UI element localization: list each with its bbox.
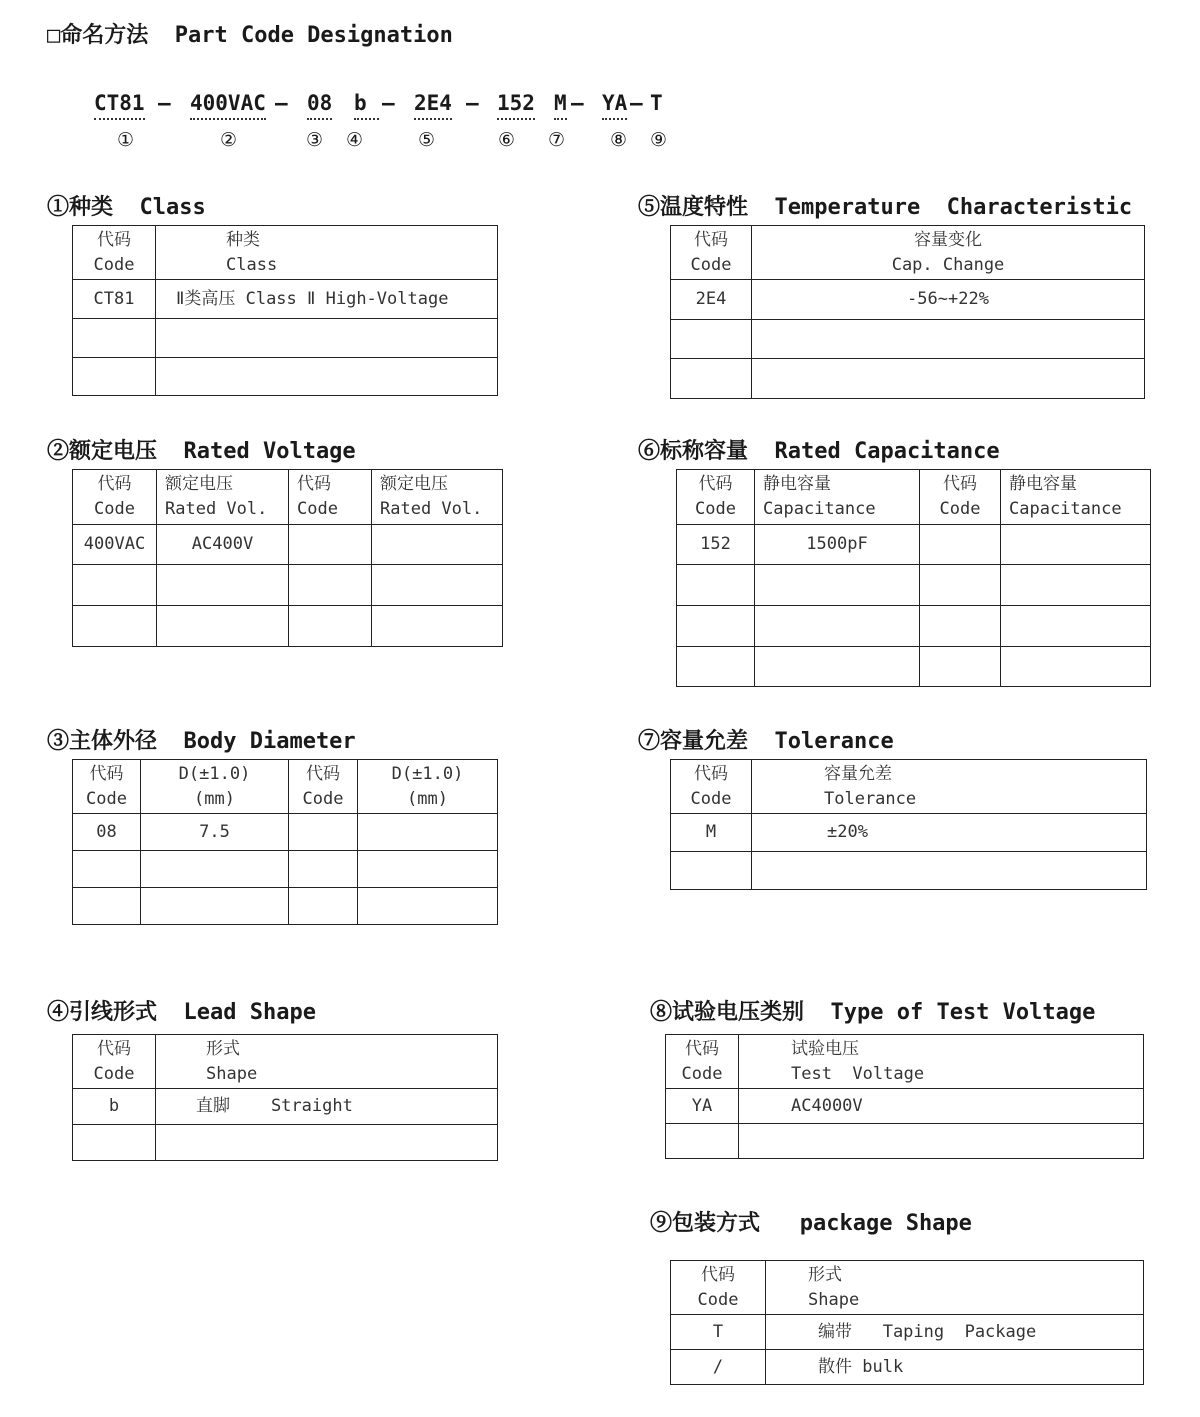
code-segment-test-voltage: YA <box>602 88 627 120</box>
table-cell <box>73 888 141 925</box>
table-cell: 08 <box>73 814 141 851</box>
table-cell <box>677 606 755 647</box>
code-segment-temp: 2E4 <box>414 88 452 120</box>
table-cell <box>752 320 1145 359</box>
table-cell <box>289 565 372 606</box>
section-title-voltage: ②额定电压 Rated Voltage <box>47 439 356 464</box>
header-cell: 代码 Code <box>671 760 752 814</box>
code-separator: – <box>275 91 288 115</box>
table-cell: ±20% <box>752 814 1147 852</box>
header-cell: 代码 Code <box>289 760 358 814</box>
class-table <box>72 225 498 396</box>
test-voltage-table <box>665 1034 1144 1159</box>
table-cell <box>289 888 358 925</box>
header-cell: D(±1.0) (mm) <box>141 760 289 814</box>
table-cell <box>372 565 503 606</box>
voltage-table <box>72 469 503 647</box>
lead-table <box>72 1034 498 1161</box>
table-cell <box>1001 606 1151 647</box>
header-cell: 代码 Code <box>666 1035 739 1089</box>
header-cell: 额定电压 Rated Vol. <box>157 470 289 525</box>
section-title-lead: ④引线形式 Lead Shape <box>47 1000 316 1025</box>
table-cell <box>920 565 1001 606</box>
header-cell: 形式 Shape <box>766 1261 1144 1315</box>
table-cell: YA <box>666 1089 739 1124</box>
code-number: ⑦ <box>548 129 566 151</box>
code-number: ⑧ <box>610 129 628 151</box>
package-table <box>670 1260 1144 1385</box>
table-cell <box>1001 647 1151 687</box>
header-cell: 代码 Code <box>73 226 156 280</box>
table-cell <box>73 319 156 358</box>
table-cell <box>755 606 920 647</box>
code-number: ⑥ <box>498 129 516 151</box>
table-cell <box>73 1125 156 1161</box>
header-cell: 代码 Code <box>920 470 1001 525</box>
code-separator: – <box>466 91 479 115</box>
table-cell: Ⅱ类高压 Class Ⅱ High-Voltage <box>156 280 498 319</box>
table-cell: 直脚 Straight <box>156 1089 498 1125</box>
table-cell: AC4000V <box>739 1089 1144 1124</box>
table-cell <box>157 565 289 606</box>
code-number: ⑨ <box>650 129 668 151</box>
code-segment-package: T <box>650 91 663 115</box>
table-cell <box>755 565 920 606</box>
header-cell: 额定电压 Rated Vol. <box>372 470 503 525</box>
header-cell: 代码 Code <box>73 760 141 814</box>
table-cell <box>739 1124 1144 1159</box>
table-cell <box>289 851 358 888</box>
table-cell <box>677 565 755 606</box>
table-cell <box>671 359 752 399</box>
table-cell <box>73 851 141 888</box>
header-cell: 代码 Code <box>671 226 752 280</box>
part-code-example <box>0 88 720 158</box>
table-cell <box>677 647 755 687</box>
table-cell <box>666 1124 739 1159</box>
table-cell: / <box>671 1350 766 1385</box>
header-cell: 静电容量 Capacitance <box>1001 470 1151 525</box>
code-number: ⑤ <box>418 129 436 151</box>
section-title-test-voltage: ⑧试验电压类别 Type of Test Voltage <box>650 1000 1096 1025</box>
header-cell: 容量允差 Tolerance <box>752 760 1147 814</box>
header-cell: 容量变化 Cap. Change <box>752 226 1145 280</box>
capacitance-table <box>676 469 1151 687</box>
header-cell: 代码 Code <box>73 1035 156 1089</box>
table-cell <box>141 851 289 888</box>
section-title-diameter: ③主体外径 Body Diameter <box>47 729 356 754</box>
table-cell <box>1001 565 1151 606</box>
table-cell <box>755 647 920 687</box>
table-cell: 编带 Taping Package <box>766 1315 1144 1350</box>
code-number: ④ <box>346 129 364 151</box>
section-title-temperature: ⑤温度特性 Temperature Characteristic <box>638 195 1133 220</box>
header-cell: 代码 Code <box>677 470 755 525</box>
header-cell: 代码 Code <box>289 470 372 525</box>
table-cell: 152 <box>677 525 755 565</box>
table-cell <box>671 320 752 359</box>
code-number: ③ <box>306 129 324 151</box>
table-cell: 7.5 <box>141 814 289 851</box>
table-cell <box>920 525 1001 565</box>
table-cell: 散件 bulk <box>766 1350 1144 1385</box>
table-cell <box>752 852 1147 890</box>
table-cell <box>358 888 498 925</box>
code-segment-tolerance: M <box>554 88 567 120</box>
header-cell: 代码 Code <box>671 1261 766 1315</box>
table-cell <box>73 606 157 647</box>
table-cell: CT81 <box>73 280 156 319</box>
table-cell: 400VAC <box>73 525 157 565</box>
table-cell: -56~+22% <box>752 280 1145 320</box>
page-title: □命名方法 Part Code Designation <box>47 23 453 48</box>
table-cell <box>920 606 1001 647</box>
code-separator: – <box>571 91 584 115</box>
table-cell <box>671 852 752 890</box>
code-number: ② <box>220 129 238 151</box>
table-cell <box>372 606 503 647</box>
table-cell <box>1001 525 1151 565</box>
code-separator: – <box>382 91 395 115</box>
table-cell <box>156 319 498 358</box>
table-cell: T <box>671 1315 766 1350</box>
table-cell: M <box>671 814 752 852</box>
header-cell: 代码 Code <box>73 470 157 525</box>
table-cell <box>372 525 503 565</box>
table-cell <box>141 888 289 925</box>
section-title-package: ⑨包装方式 package Shape <box>650 1211 972 1236</box>
code-segment-capacitance: 152 <box>497 88 535 120</box>
table-cell <box>156 358 498 396</box>
table-cell <box>289 814 358 851</box>
code-separator: – <box>630 91 643 115</box>
table-cell: b <box>73 1089 156 1125</box>
header-cell: D(±1.0) (mm) <box>358 760 498 814</box>
table-cell <box>73 565 157 606</box>
section-title-tolerance: ⑦容量允差 Tolerance <box>638 729 894 754</box>
table-cell <box>289 606 372 647</box>
temperature-table <box>670 225 1145 399</box>
table-cell <box>358 851 498 888</box>
header-cell: 形式 Shape <box>156 1035 498 1089</box>
section-title-class: ①种类 Class <box>47 195 206 220</box>
code-segment-diameter: 08 <box>307 88 332 120</box>
table-cell <box>752 359 1145 399</box>
tolerance-table <box>670 759 1147 890</box>
table-cell: 2E4 <box>671 280 752 320</box>
table-cell: AC400V <box>157 525 289 565</box>
section-title-capacitance: ⑥标称容量 Rated Capacitance <box>638 439 1000 464</box>
code-number: ① <box>117 129 135 151</box>
table-cell <box>73 358 156 396</box>
table-cell <box>358 814 498 851</box>
diameter-table <box>72 759 498 925</box>
table-cell: 1500pF <box>755 525 920 565</box>
code-segment-voltage: 400VAC <box>190 88 266 120</box>
header-cell: 试验电压 Test Voltage <box>739 1035 1144 1089</box>
table-cell <box>157 606 289 647</box>
code-segment-lead: b <box>354 88 379 120</box>
table-cell <box>156 1125 498 1161</box>
code-separator: – <box>158 91 171 115</box>
header-cell: 种类 Class <box>156 226 498 280</box>
table-cell <box>289 525 372 565</box>
code-segment-class: CT81 <box>94 88 145 120</box>
table-cell <box>920 647 1001 687</box>
header-cell: 静电容量 Capacitance <box>755 470 920 525</box>
